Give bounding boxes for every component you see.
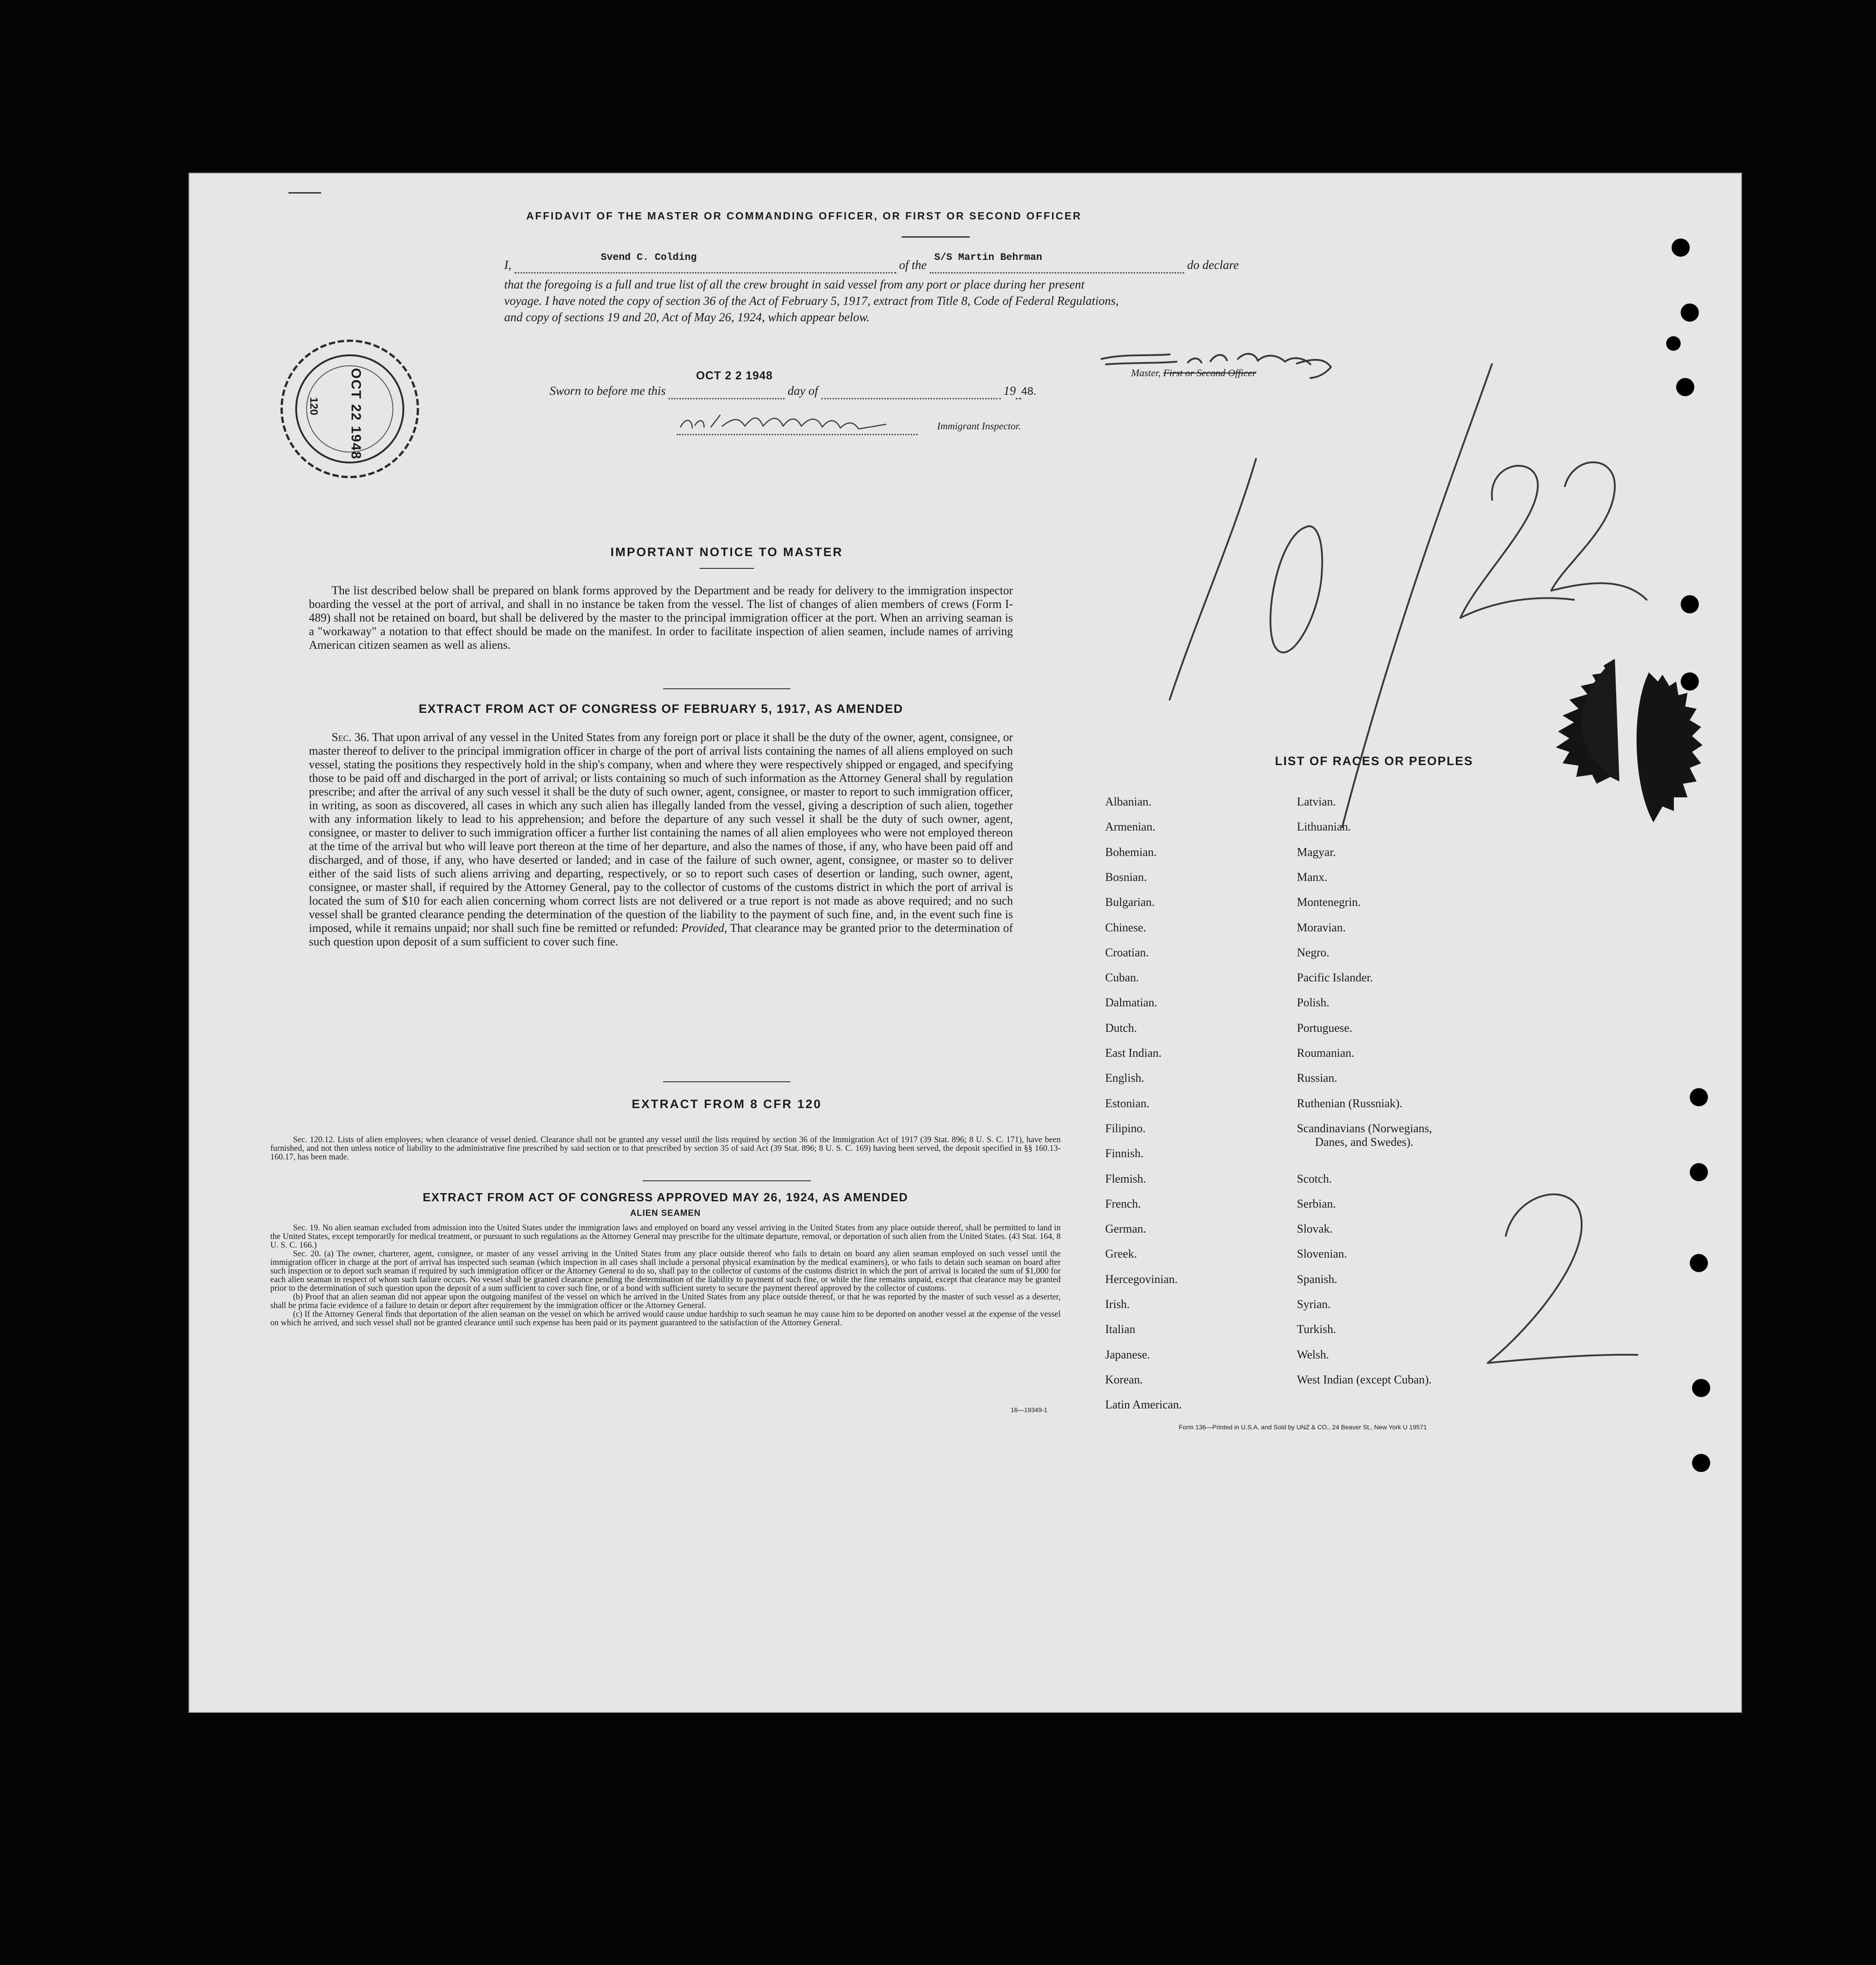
race-item: German.: [1105, 1222, 1146, 1236]
race-item: Welsh.: [1297, 1348, 1329, 1361]
race-item: Lithuanian.: [1297, 820, 1351, 834]
seal-right-icon: [1635, 672, 1703, 822]
day-of-label: day of: [788, 384, 818, 398]
race-item: Slovak.: [1297, 1222, 1333, 1236]
race-item: Hercegovinian.: [1105, 1272, 1178, 1286]
race-item: Montenegrin.: [1297, 895, 1361, 909]
affidavit-body-line2: voyage. I have noted the copy of section 36 of the Act of February 5, 1917, extract from Title 8, Code of Federal Regulations,: [504, 294, 1119, 308]
race-item: English.: [1105, 1071, 1144, 1085]
race-item: Moravian.: [1297, 920, 1346, 934]
inspector-signature: [677, 409, 918, 435]
race-item: East Indian.: [1105, 1046, 1162, 1060]
year-suffix: 48.: [1021, 385, 1037, 398]
sec-20c-text: (c) If the Attorney General finds that deportation of the alien seaman on the vessel on which he arrived would cause undue hardship to such seaman he may cause him to be deported on another vessel at the expense of the vessel on which he arrived, and such vessel shall not be granted clearance until such expense has been paid or its payment guaranteed to the satisfaction of the Attorney General.: [270, 1310, 1061, 1328]
race-item: Syrian.: [1297, 1298, 1331, 1311]
race-item: Italian: [1105, 1323, 1136, 1336]
affidavit-body-line3: and copy of sections 19 and 20, Act of May 26, 1924, which appear below.: [504, 310, 870, 324]
extract-1917-title: EXTRACT FROM ACT OF CONGRESS OF FEBRUARY 5, 1917, AS AMENDED: [418, 702, 903, 716]
affidavit-title: AFFIDAVIT OF THE MASTER OR COMMANDING OFFICER, OR FIRST OR SECOND OFFICER: [526, 210, 1082, 222]
extract-1917-text: [309, 731, 1013, 949]
sworn-day-field: [669, 369, 784, 399]
race-item: Greek.: [1105, 1247, 1137, 1261]
inspector-caption: Immigrant Inspector.: [937, 420, 1021, 432]
affidavit-body: [504, 276, 1549, 325]
vessel-name-field: [930, 252, 1184, 274]
proviso-text: That clearance may be granted prior to the determination of such question upon deposit of a sum sufficient to cover such fine.: [309, 921, 1013, 948]
race-item: Serbian.: [1297, 1197, 1336, 1210]
race-item: Turkish.: [1297, 1323, 1336, 1336]
race-item: French.: [1105, 1197, 1141, 1210]
master-name: Svend C. Colding: [601, 252, 697, 263]
race-item: Finnish.: [1105, 1147, 1144, 1160]
race-item: Dalmatian.: [1105, 996, 1157, 1010]
race-item: West Indian (except Cuban).: [1297, 1373, 1432, 1386]
document-page: [189, 173, 1742, 1713]
race-item: Roumanian.: [1297, 1046, 1355, 1060]
race-item: Irish.: [1105, 1298, 1130, 1311]
binder-hole-icon: [1692, 1379, 1710, 1397]
sworn-stamp-date: OCT 2 2 1948: [696, 369, 773, 382]
race-item: Filipino.: [1105, 1121, 1146, 1135]
race-item: Estonian.: [1105, 1096, 1150, 1110]
sworn-prefix: Sworn to before me this: [550, 384, 666, 398]
sec-19-text: Sec. 19. No alien seaman excluded from admission into the United States under the immigration laws and employed on board any vessel arriving in the United States from any place outside thereof, shall be permitted to land in the United States, except temporarily for medical treatment, or pursuant to such regulations as the Attorney General may prescribe for the ultimate departure, removal, or deportation of such alien from the United States. (43 Stat. 164, 8 U. S. C. 166.): [270, 1224, 1061, 1250]
race-item: Manx.: [1297, 870, 1328, 884]
sec-36-label: Sec. 36.: [332, 731, 369, 744]
extract-1924-subtitle: ALIEN SEAMEN: [630, 1209, 701, 1218]
vessel-name: S/S Martin Behrman: [934, 252, 1042, 263]
races-title: LIST OF RACES OR PEOPLES: [1275, 754, 1474, 768]
binder-hole-icon: [1690, 1163, 1708, 1181]
form-footer: Form 136—Printed in U.S.A. and Sold by UNZ & CO., 24 Beaver St., New York U 19571: [1179, 1423, 1427, 1431]
race-item: Dutch.: [1105, 1021, 1137, 1035]
race-item: Danes, and Swedes).: [1315, 1135, 1414, 1149]
extract-1924-title: EXTRACT FROM ACT OF CONGRESS APPROVED MAY 26, 1924, AS AMENDED: [422, 1190, 908, 1204]
race-item: Bohemian.: [1105, 845, 1157, 859]
race-item: Bosnian.: [1105, 870, 1147, 884]
do-declare-label: do declare: [1187, 258, 1239, 272]
race-item: Slovenian.: [1297, 1247, 1347, 1261]
inspection-stamp: [277, 336, 422, 482]
extract-1924-text: [270, 1224, 1061, 1328]
race-item: Japanese.: [1105, 1348, 1150, 1361]
corner-mark: [288, 192, 321, 194]
of-the-label: of the: [899, 258, 927, 272]
sec-20a-text: Sec. 20. (a) The owner, charterer, agent, consignee, or master of any vessel arriving in the United States from any place outside thereof who fails to detain on board any alien seaman employed on such vessel until the immigration officer in charge at the port of arrival has inspected such seaman (which inspection in all cases shall include a personal physical examination by the medical examiners), or who fails to detain such seaman on board after such inspection or to deport such seaman if required by such immigration officer or the Attorney General to do so, shall pay to the collector of customs of the customs district in which the port of arrival is located the sum of $1,000 for each alien seaman in respect of whom such failure occurs. No vessel shall be granted clearance pending the determination of the liability to payment of such fine, or while the fine remains unpaid, except that clearance may be granted prior to the determination of such question upon the deposit of a sum sufficient to cover such fine, or of a bond with sufficient surety to secure the payment thereof approved by the collector of customs.: [270, 1249, 1061, 1293]
affidavit-body-line1: that the foregoing is a full and true list of all the crew brought in said vessel from any port or place during her present: [504, 278, 1085, 291]
extract-8cfr-title: EXTRACT FROM 8 CFR 120: [631, 1097, 822, 1111]
affidavit-line1: [504, 252, 1544, 274]
race-item: Armenian.: [1105, 820, 1156, 834]
binder-hole-icon: [1672, 239, 1690, 257]
race-item: Bulgarian.: [1105, 895, 1155, 909]
notice-title: IMPORTANT NOTICE TO MASTER: [610, 545, 843, 559]
race-item: Ruthenian (Russniak).: [1297, 1096, 1403, 1110]
notice-text: The list described below shall be prepared on blank forms approved by the Department and be ready for delivery to the immigration inspector boarding the vessel at the port of arrival, and shall in no instance be taken from the vessel. The list of changes of alien members of crews (Form I-489) shall not be retained on board, but shall be delivered by the master to the principal immigration officer at the port. When an arriving seaman is a "workaway" a notation to that effect should be made on the manifest. In order to facilitate inspection of alien seamen, include names of arriving American citizen seamen as well as aliens.: [309, 584, 1013, 652]
race-item: Pacific Islander.: [1297, 971, 1373, 985]
binder-hole-icon: [1690, 1088, 1708, 1106]
binder-hole-icon: [1681, 595, 1699, 613]
race-item: Cuban.: [1105, 971, 1139, 985]
officer-caption-master: Master,: [1131, 367, 1161, 378]
i-prefix: I,: [504, 258, 511, 272]
binder-hole-icon: [1681, 303, 1699, 322]
race-item: Latin American.: [1105, 1398, 1182, 1412]
race-item: Scandinavians (Norwegians,: [1297, 1121, 1432, 1135]
race-item: Russian.: [1297, 1071, 1337, 1085]
race-item: Magyar.: [1297, 845, 1336, 859]
race-item: Negro.: [1297, 945, 1330, 959]
handwritten-page-mark: [1479, 1181, 1642, 1372]
sec-36-body: That upon arrival of any vessel in the United States from any foreign port or place it shall be the duty of the owner, agent, consignee, or master thereof to deliver to the principal immigration officer in charge of the port of arrival lists containing the names of all aliens employed on such vessel, stating the positions they respectively hold in the ship's company, when and where they were respectively shipped or engaged, and specifying those to be paid off and discharged in the port of arrival; or lists containing so much of such information as the Attorney General shall by regulation prescribe; and after the arrival of any such vessel it shall be the duty of such owner, agent, consignee, or master to report to such immigration officer, in writing, as soon as discovered, all cases in which any such alien has illegally landed from the vessel, giving a description of such alien, together with any information likely to lead to his apprehension; and before the departure of any such vessel it shall be the duty of such owner, agent, consignee, or master to deliver to such immigration officer a further list containing the names of all alien employees who were not employed thereon at the time of the arrival but who will leave port thereon at the time of her departure, and also the names of those, if any, who have been paid off and discharged, and of those, if any, who have deserted or landed; and in case of the failure of such owner, agent, consignee, or master so to deliver either of the said lists of such aliens arriving and departing, respectively, or so to report such cases of desertion or landing, such owner, agent, consignee, or master shall, if required by the Attorney General, pay to the collector of customs of the customs district in which the port of arrival is located the sum of $10 for each alien concerning whom correct lists are not delivered or a true report is not made as above required; and no such vessel shall be granted clearance pending the determination of the question of the liability to the payment of such fine, and, in the event such fine is imposed, while it remains unpaid; nor shall such fine be remitted or refunded:: [309, 731, 1013, 935]
binder-hole-icon: [1681, 672, 1699, 691]
extract-8cfr-text: Sec. 120.12. Lists of alien employees; when clearance of vessel denied. Clearance shall not be granted any vessel until the lists required by section 36 of the Immigration Act of 1917 (39 Stat. 896; 8 U. S. C. 171), have been furnished, and not then unless notice of liability to the administrative fine prescribed by said section or to that prescribed by section 35 of said Act (39 Stat. 896; 8 U. S. C. 169) having been served, the deposit specified in §§ 160.13-160.17, has been made.: [270, 1135, 1061, 1162]
race-item: Polish.: [1297, 996, 1330, 1010]
binder-hole-icon: [1692, 1454, 1710, 1472]
stamp-date: OCT 22 1948: [348, 368, 363, 460]
binder-hole-icon: [1666, 336, 1681, 351]
master-name-field: [515, 252, 896, 274]
proviso-label: Provided,: [681, 921, 727, 935]
officer-caption-struck: First or Second Officer: [1163, 367, 1256, 378]
race-item: Latvian.: [1297, 795, 1336, 808]
race-item: Chinese.: [1105, 920, 1146, 934]
binder-hole-icon: [1690, 1254, 1708, 1272]
race-item: Portuguese.: [1297, 1021, 1353, 1035]
race-item: Korean.: [1105, 1373, 1143, 1386]
binder-hole-icon: [1676, 378, 1694, 396]
race-item: Flemish.: [1105, 1172, 1146, 1185]
stamp-code: 120: [308, 397, 320, 416]
year-prefix: 19: [1003, 384, 1016, 398]
race-item: Scotch.: [1297, 1172, 1332, 1185]
seal-left-icon: [1524, 654, 1624, 786]
sec-20b-text: (b) Proof that an alien seaman did not appear upon the outgoing manifest of the vessel on which he arrived in the United States from any place outside thereof, or that he was reported by the master of such vessel as a deserter, shall be prima facie evidence of a failure to detain or deport after requirement by the immigration officer or the Attorney General.: [270, 1293, 1061, 1310]
race-item: Croatian.: [1105, 945, 1149, 959]
sworn-month-field: [821, 384, 1001, 399]
race-item: Albanian.: [1105, 795, 1151, 808]
form-code: 16—19349-1: [1011, 1406, 1047, 1413]
title-rule: [902, 236, 970, 238]
race-item: Spanish.: [1297, 1272, 1337, 1286]
